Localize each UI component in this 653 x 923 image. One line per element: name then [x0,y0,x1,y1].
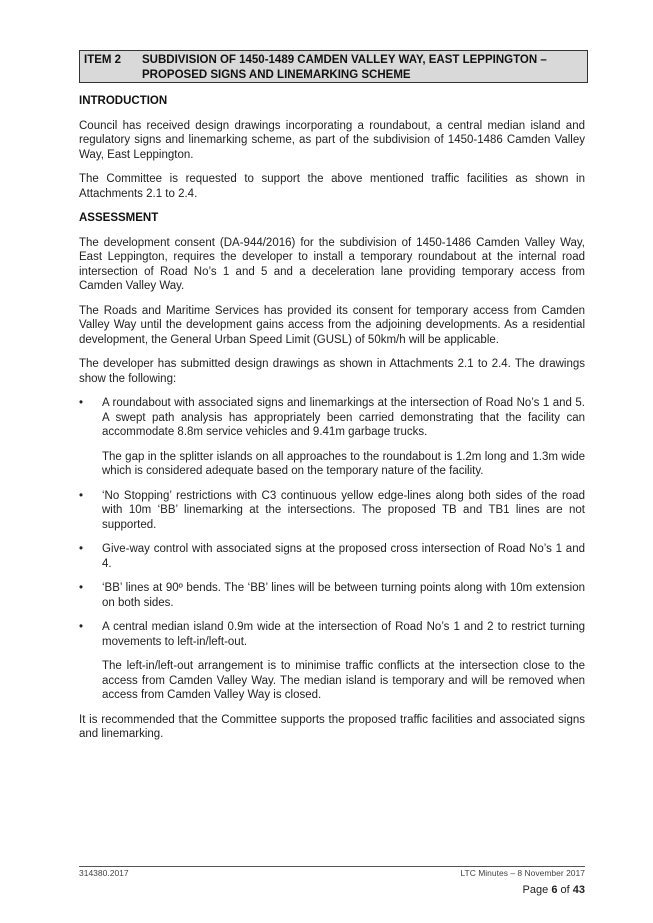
page-number [523,884,585,896]
bullet-subtext: The gap in the splitter islands on all approaches to the roundabout is 1.2m long and 1.3m wide which is considered adequate based on the temporary nature of the facility. [102,450,585,477]
page-label: Page [522,884,549,896]
bullet-text: A central median island 0.9m wide at the intersection of Road No’s 1 and 2 to restrict turning movements to left-in/left-out. [102,621,585,648]
assessment-paragraph-2: The Roads and Maritime Services has provided its consent for temporary access from Camden Valley Way until the development gains access from the adjoining developments. As a residential development, the General Urban Speed Limit (GUSL) of 50km/h will be applicable. [79,304,585,346]
bullet-text: ‘No Stopping’ restrictions with C3 continuous yellow edge-lines along both sides of the road with 10m ‘BB’ linemarking at the intersections. The proposed TB and TB1 lines are not supported. [102,489,585,531]
page-total: 43 [572,884,585,896]
bullet-point-icon: • [79,397,84,409]
bullet-point-icon: • [79,543,84,555]
introduction-heading: INTRODUCTION [79,95,168,107]
recommendation-paragraph: It is recommended that the Committee supports the proposed traffic facilities and associated signs and linemarking. [79,713,585,740]
assessment-paragraph-3: The developer has submitted design drawings as shown in Attachments 2.1 to 2.4. The drawings show the following: [79,358,585,385]
bullet-item-no-stopping [79,489,585,533]
bullet-subtext: The left-in/left-out arrangement is to minimise traffic conflicts at the intersection close to the access from Camden Valley Way. The median island is temporary and will be removed when access from Camden Valley Way is closed. [102,660,585,701]
page-of: of [560,884,570,896]
bullet-point-icon: • [79,582,84,594]
assessment-heading: ASSESSMENT [79,212,159,224]
bullet-text: ‘BB’ lines at 90º bends. The ‘BB’ lines will be between turning points along with 10m extension on both sides. [102,582,585,609]
bullet-item-roundabout [79,396,585,479]
bullet-point-icon: • [79,621,84,633]
footer-meeting: LTC Minutes – 8 November 2017 [460,868,585,878]
item-header-box [79,50,588,83]
document-body [79,94,585,752]
bullet-item-give-way [79,542,585,571]
bullet-point-icon: • [79,489,84,502]
assessment-paragraph-1: The development consent (DA-944/2016) for the subdivision of 1450-1486 Camden Valley Way, East Leppington, requires the developer to install a temporary roundabout at the internal road intersection of Road No’s 1 and 5 and a deceleration lane providing temporary access from Camden Valley Way. [79,236,585,292]
facilities-bullet-list [79,396,585,703]
page-current: 6 [551,884,558,896]
bullet-item-median-island [79,620,585,703]
item-number: ITEM 2 [84,54,122,66]
bullet-text: Give-way control with associated signs at the proposed cross intersection of Road No’s 1 and 4. [102,543,585,570]
footer-divider [79,866,585,867]
footer-doc-ref: 314380.2017 [79,868,129,878]
introduction-paragraph-1: Council has received design drawings incorporating a roundabout, a central median island and regulatory signs and linemarking scheme, as part of the subdivision of 1450-1486 Camden Valley Way, East Leppington. [79,119,585,161]
bullet-item-bb-lines [79,581,585,610]
bullet-text: A roundabout with associated signs and linemarkings at the intersection of Road No’s 1 and 5. A swept path analysis has appropriately been carried demonstrating that the facility can accommodate 8.8m service vehicles and 9.41m garbage trucks. [102,397,585,438]
item-title: SUBDIVISION OF 1450-1489 CAMDEN VALLEY WAY, EAST LEPPINGTON – PROPOSED SIGNS AND LINEMARKING SCHEME [142,54,547,81]
introduction-paragraph-2: The Committee is requested to support the above mentioned traffic facilities as shown in Attachments 2.1 to 2.4. [79,173,585,200]
